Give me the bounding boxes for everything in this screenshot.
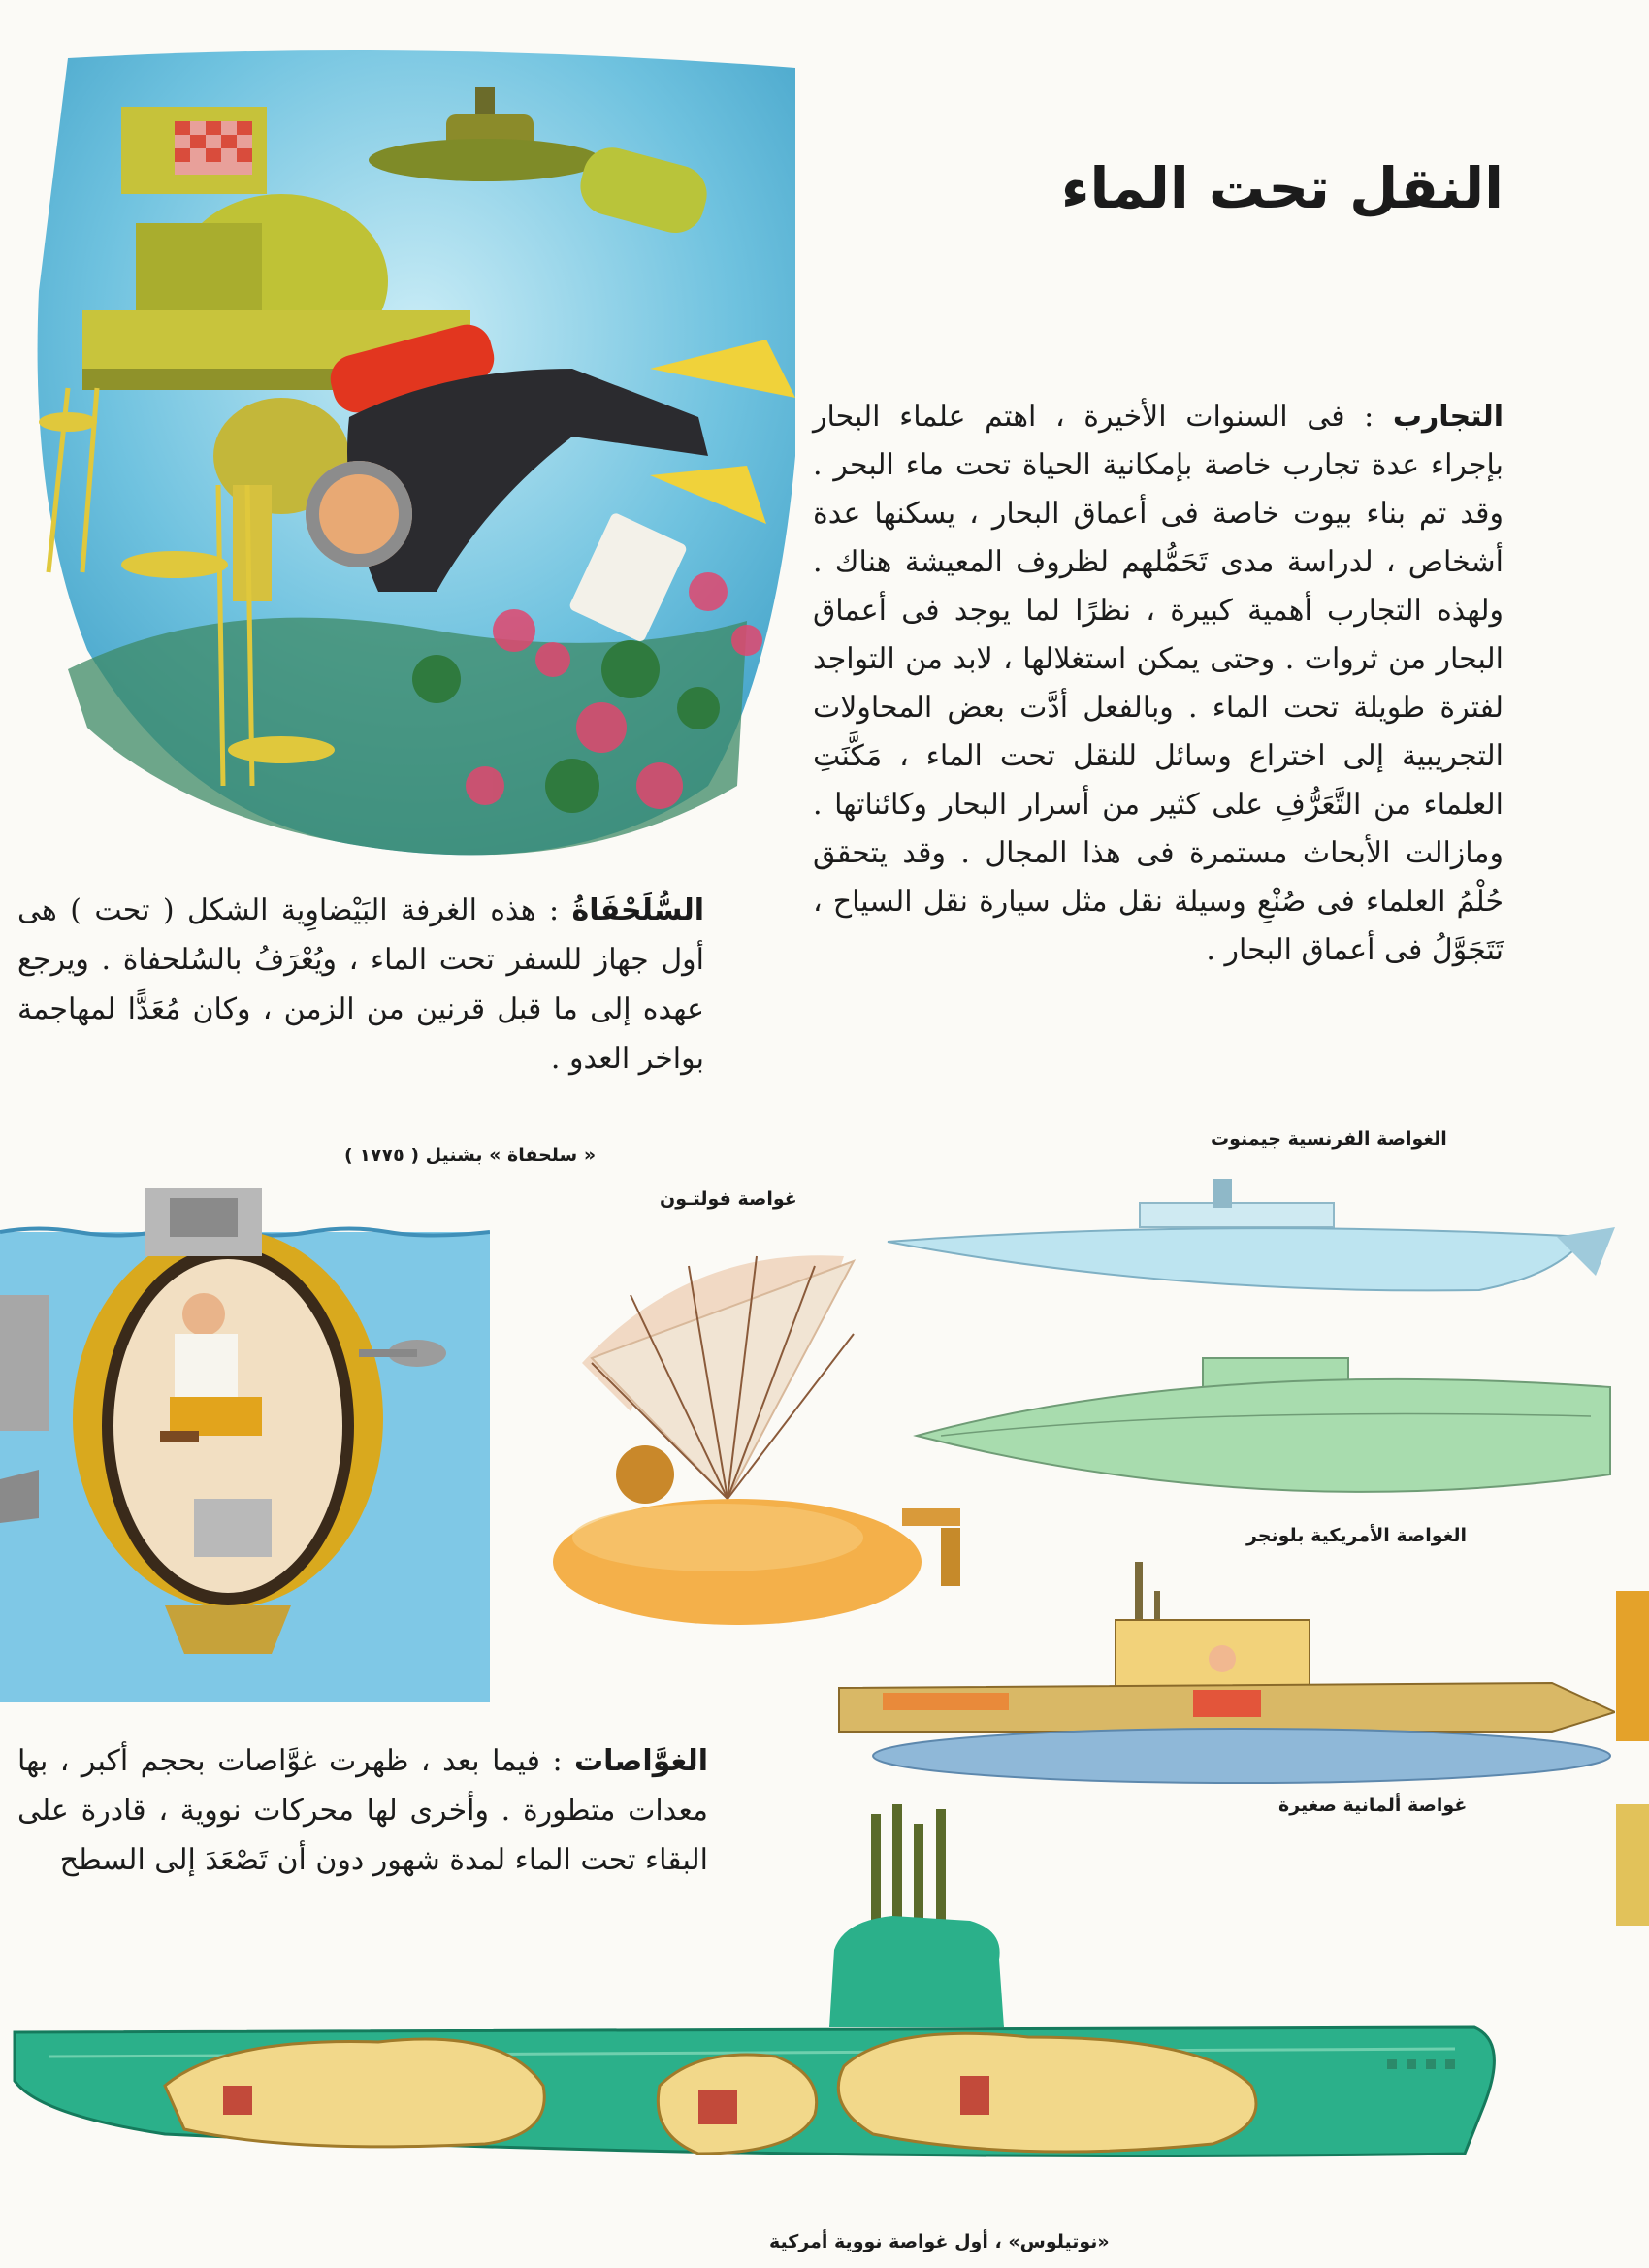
submarines-lead: الغوَّاصات (574, 1744, 708, 1778)
page-title: النقل تحت الماء (1060, 155, 1504, 221)
underwater-habitat-illustration (29, 49, 805, 863)
turtle-submarine-illustration (0, 1188, 490, 1702)
caption-german: غواصة ألمانية صغيرة (1278, 1795, 1468, 1816)
experiments-text: : فى السنوات الأخيرة ، اهتم علماء البحار بإجراء عدة تجارب خاصة بإمكانية الحياة تحت ماء البحر . وقد تم بناء بيوت خاصة فى أعماق البحار ، يسكنها عدة أشخاص ، لدراسة مدى تَحَمُّلهم لظروف المعيشة هناك . ولهذه التجارب أهمية كبيرة ، نظرًا لما يوجد فى أعماق البحار من ثروات . وحتى يمكن استغلالها ، لابد من التواجد لفترة طويلة تحت الماء . وبالفعل أدَّت بعض المحاولات التجريبية إلى اختراع وسائل للنقل تحت الماء ، مَكَّنَتِ العلماء من التَّعَرُّفِ على كثير من أسرار البحار وكائناتها . ومازالت الأبحاث مستمرة فى هذا المجال . وقد يتحقق حُلْمُ العلماء فى صُنْعِ وسيلة نقل مثل سيارة نقل السياح ، تَتَجَوَّلُ فى أعماق البحار . (813, 400, 1504, 967)
plunger-submarine-illustration (912, 1348, 1615, 1513)
page-edge-strip (1616, 1591, 1649, 1741)
caption-gymnote: الغواصة الفرنسية جيمنوت (1211, 1128, 1447, 1150)
turtle-lead: السُّلَحْفَاةُ (571, 893, 704, 927)
caption-plunger: الغواصة الأمريكية بلونجر (1246, 1525, 1468, 1546)
turtle-paragraph (17, 886, 704, 1084)
caption-nautilus: «نوتيلوس» ، أول غواصة نووية أمركية (769, 2231, 1110, 2252)
turtle-text: : هذه الغرفة البَيْضاوِية الشكل ( تحت ) هى أول جهاز للسفر تحت الماء ، ويُعْرَفُ بالسُلحفاة . ويرجع عهده إلى ما قبل قرنين من الزمن ، وكان مُعَدًّا لمهاجمة بواخر العدو . (17, 893, 704, 1076)
caption-fulton: غواصة فولتـون (660, 1188, 797, 1210)
caption-turtle: « سلحفاة » بشنيل ( ١٧٧٥ ) (344, 1145, 597, 1166)
nautilus-submarine-illustration (0, 1795, 1508, 2221)
gymnote-submarine-illustration (878, 1159, 1615, 1305)
german-submarine-illustration (834, 1523, 1615, 1785)
submarines-text: : فيما بعد ، ظهرت غوَّاصات بحجم أكبر ، بها معدات متطورة . وأخرى لها محركات نووية ، قادرة على البقاء تحت الماء لمدة شهور دون أن تَصْعَدَ إلى السطح (17, 1744, 708, 1877)
experiments-lead: التجارب (1392, 400, 1504, 434)
page-edge-strip (1616, 1804, 1649, 1926)
experiments-paragraph (813, 393, 1504, 975)
